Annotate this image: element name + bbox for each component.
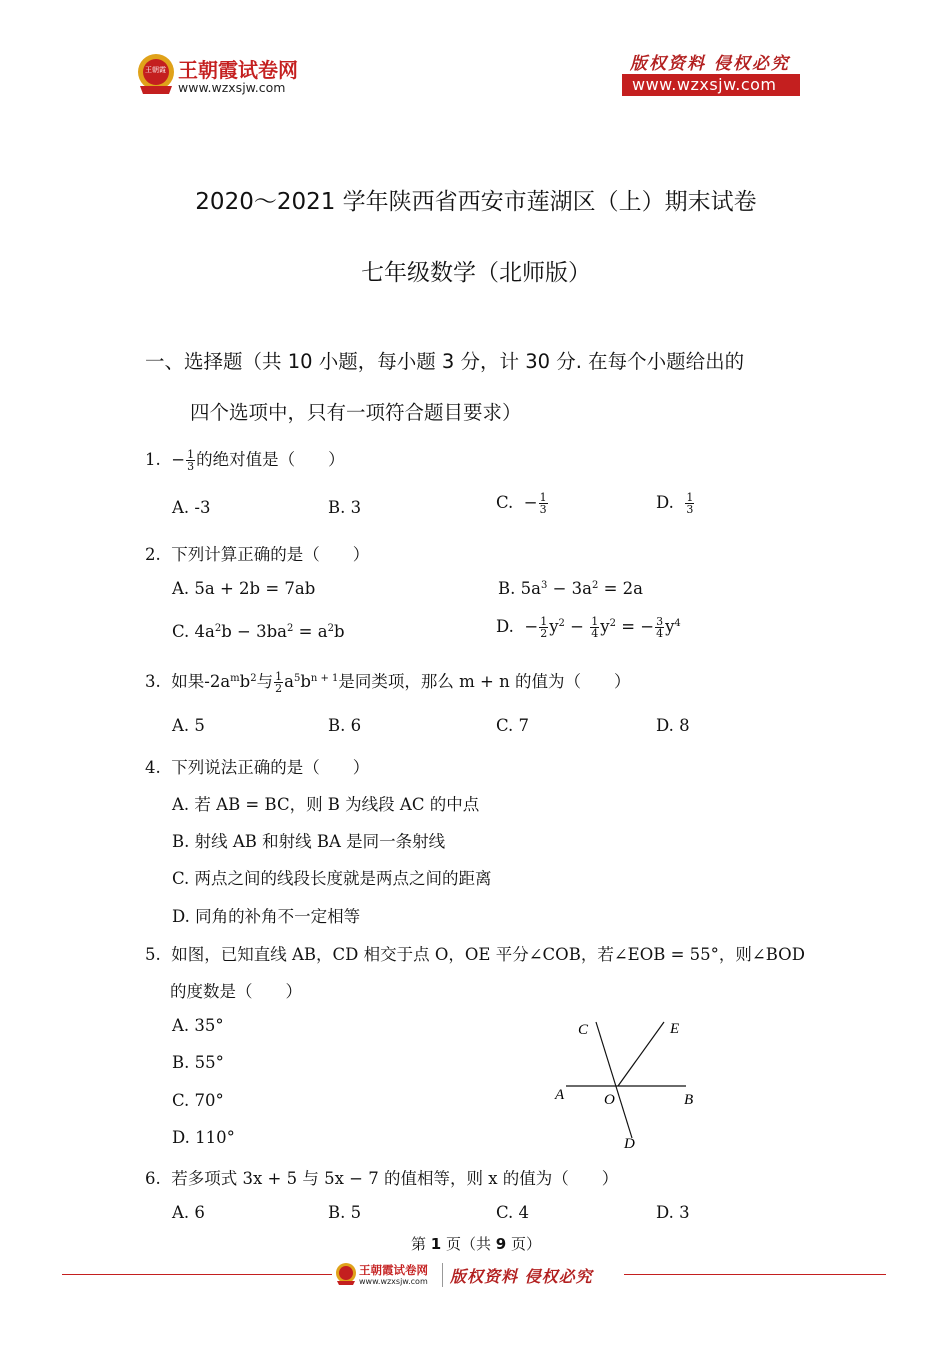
option-a: A. 若 AB = BC，则 B 为线段 AC 的中点 xyxy=(172,795,480,814)
logo-name: 王朝霞试卷网 xyxy=(178,58,298,82)
option-c: C. 两点之间的线段长度就是两点之间的距离 xyxy=(172,869,492,888)
footer-logo xyxy=(335,1262,445,1288)
header-logo xyxy=(136,52,336,98)
exam-subtitle: 七年级数学（北师版） xyxy=(361,260,591,286)
question-4: 4. 下列说法正确的是（ ） xyxy=(145,758,370,777)
option-c: C. 70° xyxy=(172,1091,224,1110)
option-a: A. 6 xyxy=(172,1203,205,1222)
option-d: D. 3 xyxy=(656,1203,690,1222)
option-d: D. $\frac{1}{3}$ xyxy=(656,491,694,516)
option-b: B. 5 xyxy=(328,1203,362,1222)
page-number: 第 1 页（共 9 页） xyxy=(410,1235,542,1253)
option-b: B. 6 xyxy=(328,716,362,735)
logo-seal-text: 王朝霞 xyxy=(145,66,166,74)
label-o: O xyxy=(604,1092,615,1108)
label-d: D xyxy=(624,1136,635,1152)
option-a: A. 35° xyxy=(172,1016,224,1035)
footer-logo-url[interactable]: www.wzxsjw.com xyxy=(359,1277,428,1286)
option-b: B. $5a^3 - 3a^2 = 2a$ xyxy=(498,579,644,598)
option-b: B. 55° xyxy=(172,1053,224,1072)
fraction: $\frac{1}{3}$ xyxy=(187,448,195,473)
footer-copyright: 版权资料 侵权必究 xyxy=(450,1267,593,1286)
option-a: A. 5a + 2b = 7ab xyxy=(172,579,316,598)
option-b: B. 射线 AB 和射线 BA 是同一条射线 xyxy=(172,832,446,851)
footer-logo-name: 王朝霞试卷网 xyxy=(359,1263,428,1277)
option-c: C. − $\frac{1}{3}$ xyxy=(496,491,547,516)
question-5-cont: 的度数是（ ） xyxy=(170,982,302,1001)
question-5: 5. 如图，已知直线 AB，CD 相交于点 O，OE 平分∠COB，若∠EOB = 55°，则∠BOD xyxy=(145,945,805,964)
label-c: C xyxy=(578,1022,589,1038)
option-c: C. $4a^2b - 3ba^2 = a^2b$ xyxy=(172,622,345,641)
option-a: A. 5 xyxy=(172,716,205,735)
seal-icon xyxy=(335,1262,357,1286)
ray-oe xyxy=(618,1022,664,1086)
option-d: D. 8 xyxy=(656,716,690,735)
option-d: D. 同角的补角不一定相等 xyxy=(172,907,361,926)
angle-figure xyxy=(548,1012,708,1152)
label-a: A xyxy=(555,1087,565,1103)
label-b: B xyxy=(684,1092,694,1108)
footer-rule-right xyxy=(624,1274,886,1275)
section-heading: 一、选择题（共 10 小题，每小题 3 分，计 30 分. 在每个小题给出的 xyxy=(145,350,745,373)
question-6: 6. 若多项式 3x + 5 与 5x − 7 的值相等，则 x 的值为（ ） xyxy=(145,1169,619,1188)
copyright-notice: 版权资料 侵权必究 xyxy=(630,54,790,74)
option-c: C. 7 xyxy=(496,716,530,735)
section-heading-cont: 四个选项中，只有一项符合题目要求） xyxy=(190,401,522,424)
option-d: D. − $\frac{1}{2}$ $y^2$ − $\frac{1}{4}$ $y^2$ = − $\frac{3}{4}$ $y^4$ xyxy=(496,615,681,640)
question-1: 1. − $\frac{1}{3}$ 的绝对值是（ ） xyxy=(145,448,345,473)
question-3: 3. 如果$-2a^mb^2$与 $\frac{1}{2}$ $a^5b^{n + 1}$是同类项，那么 m + n 的值为（ ） xyxy=(145,670,631,695)
footer-rule-left xyxy=(62,1274,332,1275)
option-b: B. 3 xyxy=(328,498,362,517)
site-url: www.wzxsjw.com xyxy=(632,75,777,94)
option-d: D. 110° xyxy=(172,1128,235,1147)
option-a: A. -3 xyxy=(172,498,211,517)
logo-url[interactable]: www.wzxsjw.com xyxy=(178,80,286,95)
line-cd xyxy=(596,1022,632,1138)
label-e: E xyxy=(670,1021,680,1037)
option-c: C. 4 xyxy=(496,1203,530,1222)
footer-divider xyxy=(442,1263,443,1287)
question-2: 2. 下列计算正确的是（ ） xyxy=(145,545,370,564)
exam-title: 2020～2021 学年陕西省西安市莲湖区（上）期末试卷 xyxy=(195,189,757,215)
site-url-bar[interactable] xyxy=(622,74,800,96)
